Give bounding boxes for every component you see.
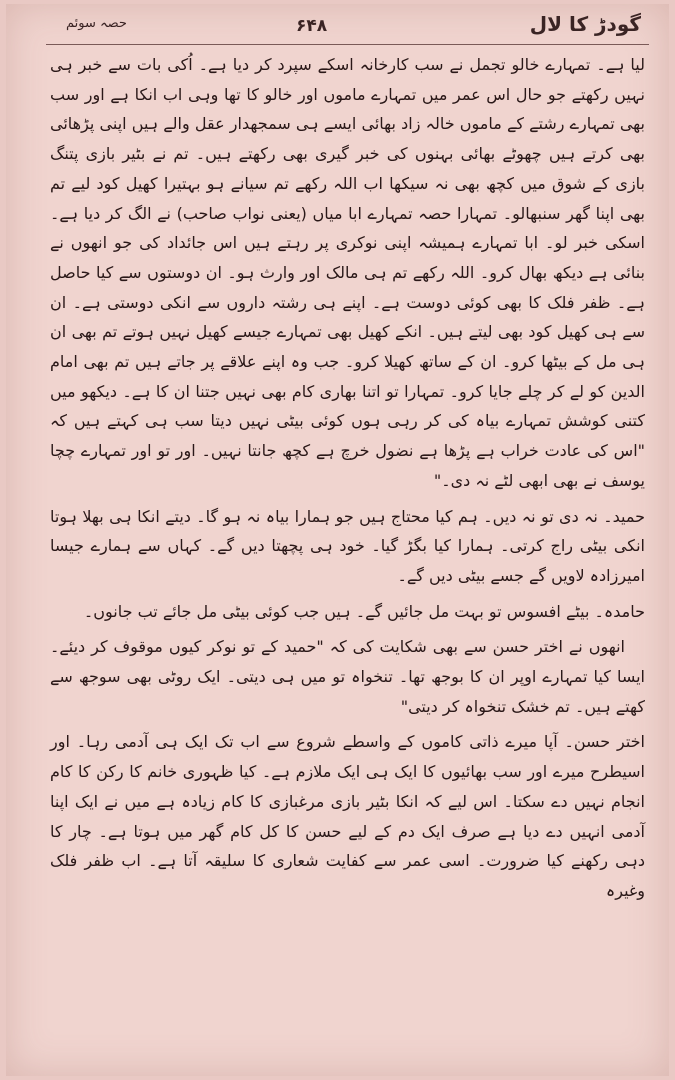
paragraph: حامدہ۔ بیٹے افسوس تو بہت مل جائیں گے۔ ہیں جب کوئی بیٹی مل جائے تب جانوں۔ — [83, 601, 645, 621]
header-divider — [46, 44, 649, 45]
page-body — [50, 50, 645, 1056]
book-title: گودڑ کا لال — [529, 12, 641, 36]
paragraph: انھوں نے اختر حسن سے بھی شکایت کی کہ "حمید کے تو نوکر کیوں موقوف کر دیئے۔ ایسا کیا تمہارے اوپر ان کا بوجھ تھا۔ تنخواہ تو میں ہی دیتی۔ ایک روٹی بھی سوجھ سے کھتے ہیں۔ تم خشک تنخواہ کر دیتی" — [50, 637, 645, 716]
page-number: ۶۴۸ — [296, 16, 328, 36]
book-page — [6, 4, 669, 1076]
paragraph: اختر حسن۔ آپا میرے ذاتی کاموں کے واسطے شروع سے اب تک ایک ہی آدمی رہا۔ اور اسیطرح میرے اور سب بھائیوں کا ایک ہی ایک ملازم ہے۔ کیا ظہوری خانم کا رکن کا کام انجام نہیں دے سکتا۔ اس لیے کہ انکا بٹیر بازی مرغبازی کا کام زیادہ ہے میں نے ایک اپنا آدمی انہیں دے دیا ہے صرف ایک دم کے لیے حسن کا کل کام گھر میں ہوتا ہے۔ چار کا دہی رکھنے کیا ضرورت۔ اسی عمر سے کفایت شعاری کا سلیقہ آتا ہے۔ اب ظفر فلک وغیرہ — [50, 732, 645, 900]
paragraph: لیا ہے۔ تمہارے خالو تجمل نے سب کارخانہ اسکے سپرد کر دیا ہے۔ اُکی بات سے خبر ہی نہیں رکھتے جو حال اس عمر میں تمہارے ماموں اور خالو کا تھا وہی اب انکا ہے اور سب بھی تمہارے رشتے کے ماموں خالہ زاد بھائی ایسے ہی سمجھدار عقل والے ہیں اپنی پڑھائی بھی کرتے ہیں چھوٹے بھائی بہنوں کی خبر گیری بھی رکھتے ہیں۔ تم نے بٹیر بازی پتنگ بازی کے شوق میں کچھ بھی نہ سیکھا اب اللہ رکھے تم سیانے ہو بہتیرا کھیل کود لیے تم بھی اپنا گھر سنبھالو۔ تمہارا حصہ تمہارے ابا میاں (یعنی نواب صاحب) نے الگ کر دیا ہے۔ اسکی خبر لو۔ ابا تمہارے ہمیشہ اپنی نوکری پر رہتے ہیں اس جائداد کی جو انھوں نے بنائی ہے دیکھ بھال کرو۔ اللہ رکھے تم ہی مالک اور وارث ہو۔ ان دوستوں سے کیا حاصل ہے۔ ظفر فلک کا بھی کوئی دوست ہے۔ اپنے ہی رشتہ داروں سے انکی دوستی ہے۔ ان سے ہی کھیل کود بھی لیتے ہیں۔ انکے کھیل بھی تمہارے جیسے کھیل نہیں ہوتے تم بھی ان ہی مل کے بیٹھا کرو۔ ان کے ساتھ کھیلا کرو۔ جب وہ اپنے علاقے پر جاتے ہیں تم بھی امام الدین کو لے کر چلے جایا کرو۔ تمہارا تو اتنا بھاری کام بھی نہیں جتنا ان کا ہے۔ دیکھو میں کتنی کوشش تمہارے بیاہ کی کر رہی ہوں کوئی بیٹی نہیں دیتا سب ہی کہتے ہیں کہ "اس کی عادت خراب ہے پڑھا ہے نضول خرچ ہے کچھ جانتا نہیں۔ اور تو اور تمہارے چچا یوسف نے بھی ابھی لٹے نہ دی۔" — [50, 55, 645, 490]
page-header — [6, 8, 669, 48]
section-label: حصہ سوئم — [66, 16, 127, 31]
paragraph: حمید۔ نہ دی تو نہ دیں۔ ہم کیا محتاج ہیں جو ہمارا بیاہ نہ ہو گا۔ دیتے انکا ہی بھلا ہوتا انکی بیٹی راج کرتی۔ ہمارا کیا بگڑ گیا۔ خود ہی پچھتا دیں گے۔ کہاں سے ہمارے جیسا امیرزادہ لاویں گے جسے بیٹی دیں گے۔ — [50, 506, 645, 585]
